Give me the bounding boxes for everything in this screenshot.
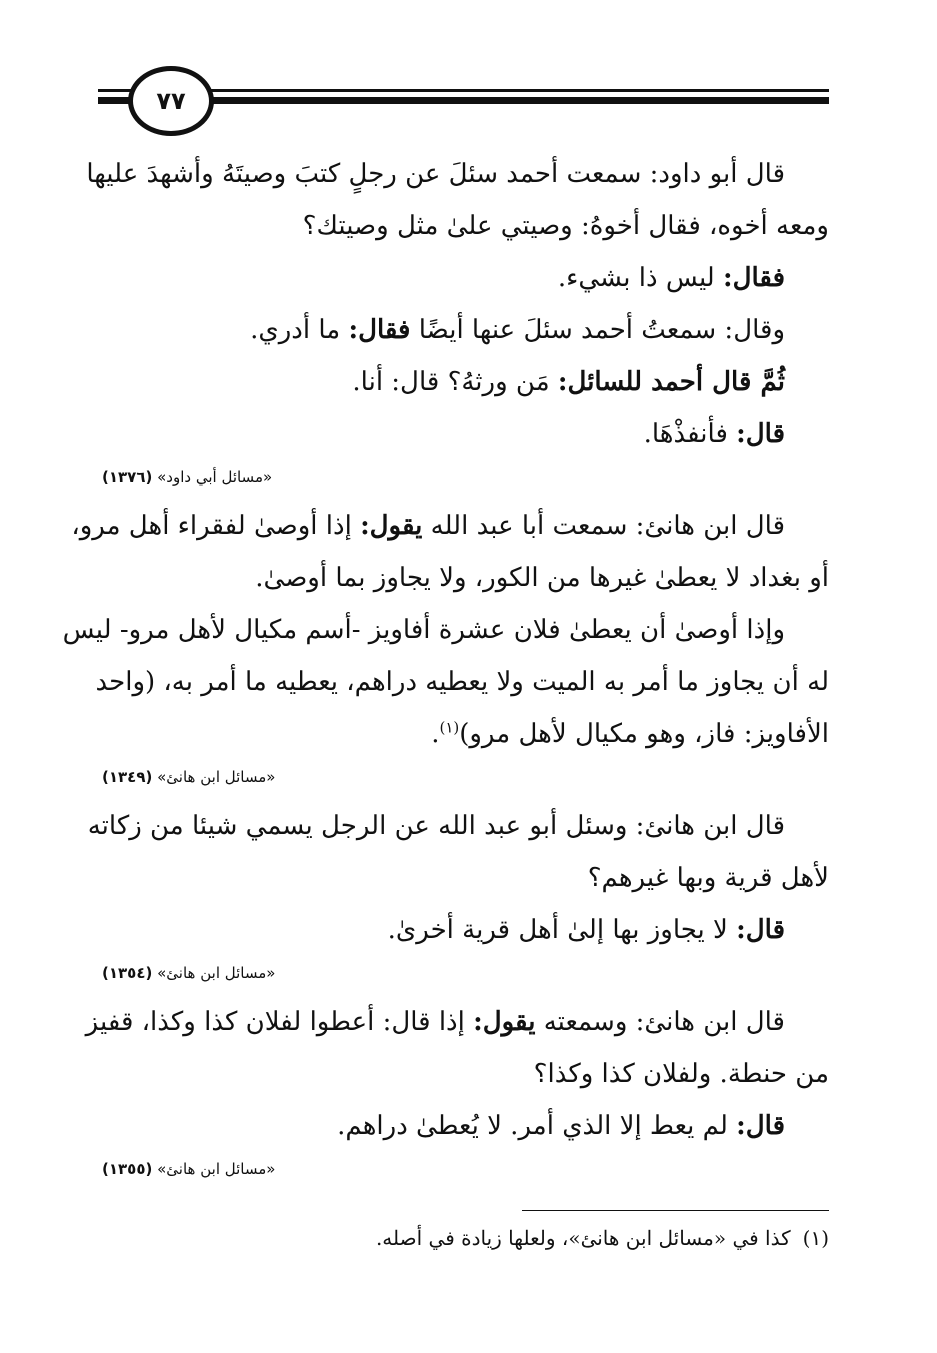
- text-line: [85, 998, 829, 1050]
- line-text: لم يعط إلا الذي أمر. لا يُعطىٰ دراهم.: [337, 1111, 737, 1141]
- paragraph: [102, 1102, 829, 1154]
- text-line: [102, 1102, 829, 1154]
- line-text: وإذا أوصىٰ أن يعطىٰ فلان عشرة أفاويز -أسم مكيال لأهل مرو- ليس: [62, 615, 785, 645]
- line-text: وقال: سمعتُ أحمد سئلَ عنها أيضًا: [410, 315, 785, 345]
- source-number: (١٣٥٥): [102, 1160, 153, 1178]
- footnote-marker: (١): [802, 1226, 829, 1250]
- main-text: [62, 150, 829, 1194]
- line-text: إذا أوصىٰ لفقراء أهل مرو،: [71, 511, 361, 541]
- source-citation: [102, 1156, 829, 1186]
- keyword: يقول:: [360, 511, 423, 541]
- paragraph: [102, 306, 829, 358]
- source-citation: [102, 464, 829, 494]
- paragraph: [62, 606, 829, 762]
- source-citation: [102, 764, 829, 794]
- text-line: [87, 802, 829, 854]
- source-title: «مسائل ابن هانئ»: [157, 964, 276, 982]
- line-text: ليس ذا بشيء.: [557, 263, 723, 293]
- text-line: [102, 906, 829, 958]
- line-text: لأهل قرية وبها غيرهم؟: [587, 863, 829, 893]
- paragraph: [71, 502, 829, 606]
- text-line: [102, 854, 829, 906]
- page-number: ٧٧: [128, 66, 214, 136]
- line-text: له أن يجاوز ما أمر به الميت ولا يعطيه دراهم، يعطيه ما أمر به، (واحد: [95, 667, 829, 697]
- paragraph: [87, 802, 829, 906]
- footnote-text: كذا في «مسائل ابن هانئ»، ولعلها زيادة في أصله.: [375, 1226, 791, 1250]
- line-text: ما أدري.: [250, 315, 349, 345]
- keyword: قال:: [736, 419, 785, 449]
- line-text: أو بغداد لا يعطىٰ غيرها من الكور، ولا يجاوز بما أوصىٰ.: [255, 563, 829, 593]
- source-number: (١٣٥٤): [102, 964, 153, 982]
- source-title: «مسائل ابن هانئ»: [157, 1160, 276, 1178]
- text-line: [102, 554, 829, 606]
- keyword: يقول:: [473, 1007, 536, 1037]
- text-line: [95, 658, 829, 710]
- line-text: مَن ورثهُ؟ قال: أنا.: [352, 367, 558, 397]
- text-line: [102, 1050, 829, 1102]
- keyword: ثُمَّ قال أحمد للسائل:: [557, 367, 785, 397]
- text-line: [86, 150, 829, 202]
- footnote-ref: (١): [439, 718, 460, 737]
- text-line: [102, 254, 829, 306]
- page-header: [0, 60, 937, 150]
- keyword: قال:: [736, 1111, 785, 1141]
- entry-block: [87, 802, 829, 990]
- source-title: «مسائل ابن هانئ»: [157, 768, 276, 786]
- text-line: [102, 410, 829, 462]
- keyword: قال:: [736, 915, 785, 945]
- source-title: «مسائل أبي داود»: [157, 468, 273, 486]
- source-number: (١٣٧٦): [102, 468, 153, 486]
- text-line: [62, 606, 829, 658]
- line-text: .: [431, 719, 440, 749]
- line-text: قال أبو داود: سمعت أحمد سئلَ عن رجلٍ كتبَ وصيتَهُ وأشهدَ عليها: [86, 159, 785, 189]
- line-text: إذا قال: أعطوا لفلان كذا وكذا، قفيز: [85, 1007, 474, 1037]
- text-line: [102, 202, 829, 254]
- line-text: قال ابن هانئ: وسئل أبو عبد الله عن الرجل يسمي شيئا من زكاته: [87, 811, 785, 841]
- line-text: ومعه أخوه، فقال أخوهُ: وصيتي علىٰ مثل وصيتك؟: [302, 211, 829, 241]
- text-line: [71, 502, 829, 554]
- entry-block: [86, 150, 829, 494]
- line-text: من حنطة. ولفلان كذا وكذا؟: [533, 1059, 829, 1089]
- paragraph: [102, 906, 829, 958]
- paragraph: [102, 410, 829, 462]
- footnote: [376, 1226, 829, 1250]
- footnote-separator: [522, 1210, 829, 1211]
- line-text: الأفاويز: فاز، وهو مكيال لأهل مرو): [459, 719, 829, 749]
- line-text: قال ابن هانئ: وسمعته: [535, 1007, 785, 1037]
- source-number: (١٣٤٩): [102, 768, 153, 786]
- paragraph: [85, 998, 829, 1102]
- keyword: فقال:: [348, 315, 411, 345]
- paragraph: [102, 358, 829, 410]
- keyword: فقال:: [723, 263, 785, 293]
- text-line: [102, 358, 829, 410]
- text-line: [102, 710, 829, 762]
- line-text: قال ابن هانئ: سمعت أبا عبد الله: [422, 511, 785, 541]
- paragraph: [102, 254, 829, 306]
- line-text: لا يجاوز بها إلىٰ أهل قرية أخرىٰ.: [387, 915, 737, 945]
- text-line: [102, 306, 829, 358]
- paragraph: [86, 150, 829, 254]
- line-text: فأنفذْهَا.: [643, 419, 737, 449]
- source-citation: [102, 960, 829, 990]
- entry-block: [85, 998, 829, 1186]
- entry-block: [62, 502, 829, 794]
